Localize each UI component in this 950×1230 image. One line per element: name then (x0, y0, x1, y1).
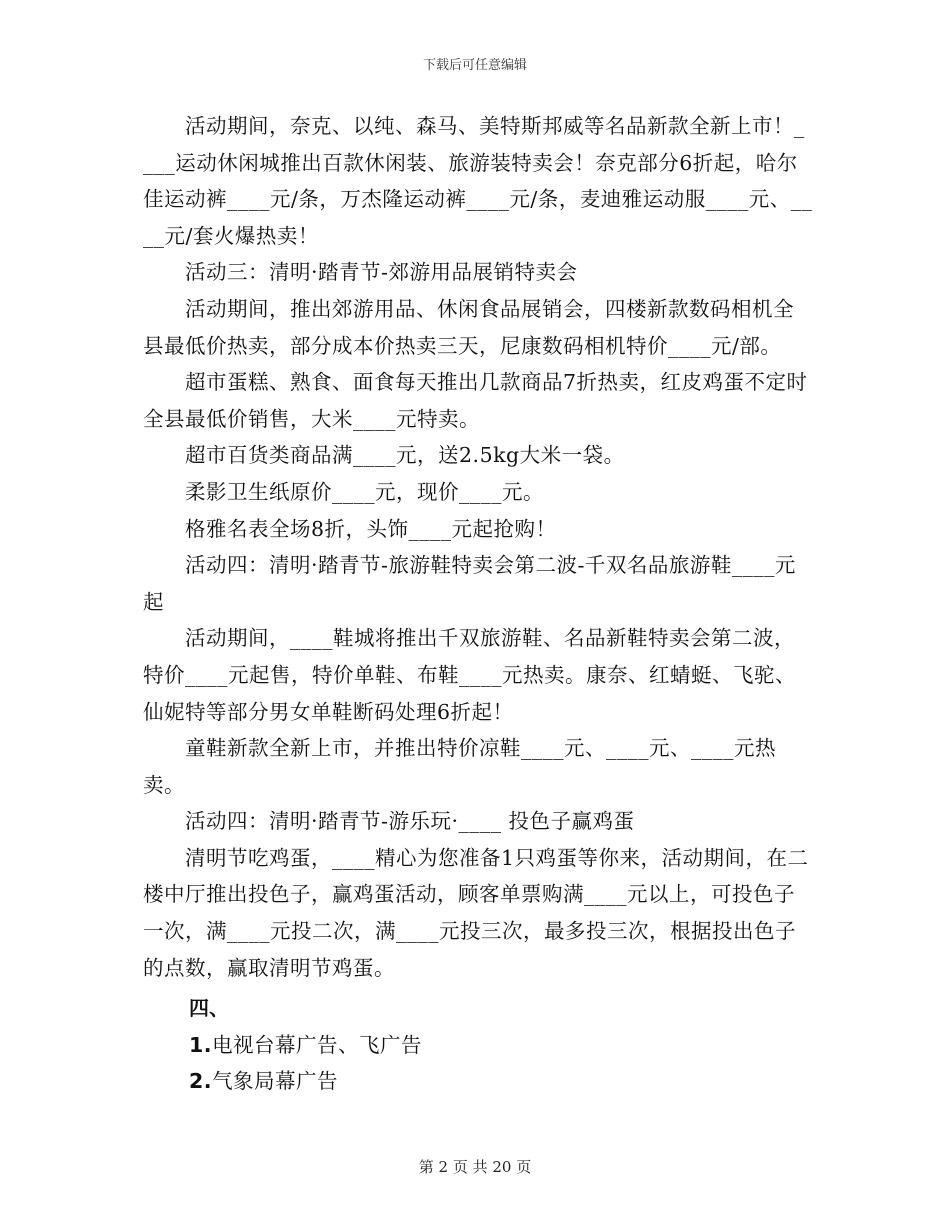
paragraph: 活动期间，奈克、以纯、森马、美特斯邦威等名品新款全新上市！____运动休闲城推出百款休闲装、旅游装特卖会！奈克部分6折起，哈尔佳运动裤____元/条，万杰隆运动裤____元/条，麦迪雅运动服____元、____元/套火爆热卖！ (143, 114, 813, 248)
list-item-text: 电视台幕广告、飞广告 (212, 1032, 423, 1057)
paragraph: 格雅名表全场8折，头饰____元起抢购！ (185, 516, 557, 541)
paragraph: 超市百货类商品满____元，送2.5kg大米一袋。 (185, 443, 625, 468)
list-item-text: 气象局幕广告 (212, 1069, 339, 1094)
paragraph: 活动四：清明·踏青节-游乐玩·____ 投色子赢鸡蛋 (185, 809, 635, 834)
paragraph: 童鞋新款全新上市，并推出特价凉鞋____元、____元、____元热卖。 (143, 736, 777, 797)
paragraph: 活动三：清明·踏青节-郊游用品展销特卖会 (185, 260, 578, 285)
list-item-number: 1. (189, 1032, 213, 1057)
paragraph: 活动期间，推出郊游用品、休闲食品展销会，四楼新款数码相机全县最低价热卖，部分成本价热卖三天，尼康数码相机特价____元/部。 (143, 296, 795, 358)
list-item-number: 2. (189, 1069, 213, 1094)
list-item (143, 1063, 813, 1100)
page-footer: 第 2 页 共 20 页 (418, 1158, 532, 1176)
section-heading: 四、 (189, 996, 229, 1021)
document-body (143, 108, 813, 1100)
paragraph: 活动期间，____鞋城将推出千双旅游鞋、名品新鞋特卖会第二波，特价____元起售，特价单鞋、布鞋____元热卖。康奈、红蜻蜓、飞驼、仙妮特等部分男女单鞋断码处理6折起！ (143, 626, 796, 724)
paragraph: 清明节吃鸡蛋，____精心为您准备1只鸡蛋等你来，活动期间，在二楼中厅推出投色子，赢鸡蛋活动，顾客单票购满____元以上，可投色子一次，满____元投二次，满____元投三次，最多投三次，根据投出色子的点数，赢取清明节鸡蛋。 (143, 845, 809, 980)
page-header: 下载后可任意编辑 (422, 58, 527, 73)
paragraph: 超市蛋糕、熟食、面食每天推出几款商品7折热卖，红皮鸡蛋不定时全县最低价销售，大米____元特卖。 (143, 370, 808, 431)
list-item (143, 1027, 813, 1064)
paragraph: 活动四：清明·踏青节-旅游鞋特卖会第二波-千双名品旅游鞋____元起 (143, 553, 796, 614)
paragraph: 柔影卫生纸原价____元，现价____元。 (185, 479, 545, 504)
